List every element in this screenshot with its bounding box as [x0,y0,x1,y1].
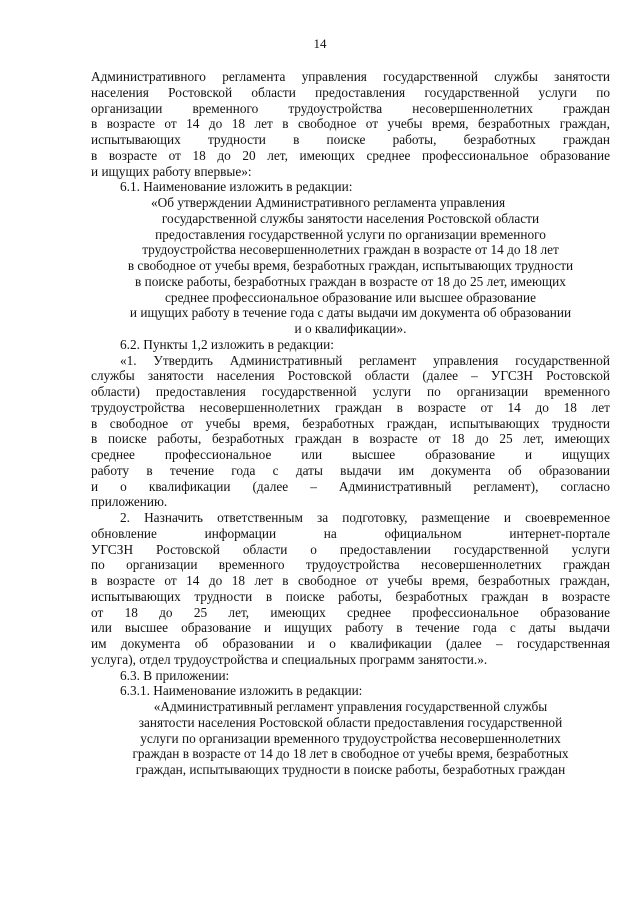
text-line: среднее профессиональное образование или высшее образование [165,289,536,305]
text-line: услуга), отдел трудоустройства и специальных программ занятости.». [91,651,488,667]
text-line: населения Ростовской области предоставления государственной услуги по [91,84,610,100]
text-line: испытывающих трудности в поиске работы, безработных граждан [91,132,610,147]
text-line: в возрасте от 14 до 18 лет в свободное от учебы время, безработных граждан, [91,573,610,588]
text-line: по организации временного трудоустройства несовершеннолетних граждан [91,557,610,573]
text-line: работу в течение года с даты выдачи им документа об образовании [91,462,610,478]
text-line: «Административный регламент управления государственной службы [153,699,548,714]
text-line: занятости населения Ростовской области предоставления государственной [138,714,563,730]
text-line: в свободное от учебы время, безработных граждан, испытывающих трудности [127,258,574,273]
text-line: УГСЗН Ростовской области о предоставлении государственной услуги [91,541,610,557]
text-line: организации временного трудоустройства несовершеннолетних граждан [91,100,610,116]
text-line: и ищущих работу в течение года с даты выдачи им документа об образовании [129,305,572,321]
text-line: 6.3.1. Наименование изложить в редакции: [120,683,363,699]
text-line: приложению. [91,494,168,510]
text-line: трудоустройства несовершеннолетних граждан в возрасте от 14 до 18 лет [142,242,559,258]
text-line: в свободное от учебы время, безработных граждан, испытывающих трудности [91,415,610,431]
text-line: «1. Утвердить Административный регламент управления государственной [120,352,610,368]
text-line: в поиске работы, безработных граждан в возрасте от 18 до 25 лет, имеющих [91,431,610,447]
document-body [91,69,610,778]
page-number: 14 [313,36,327,51]
text-line: и о квалификации». [294,321,407,336]
text-line: службы занятости населения Ростовской области (далее – УГСЗН Ростовской [91,368,610,384]
text-line: испытывающих трудности в поиске работы, безработных граждан в возрасте [91,588,610,604]
text-line: предоставления государственной услуги по организации временного [155,226,546,242]
text-line: от 18 до 25 лет, имеющих среднее профессиональное образование [91,604,610,620]
text-line: области) предоставления государственной услуги по организации временного [91,384,610,399]
text-line: или высшее образование и ищущих работу в течение года с даты выдачи [91,620,610,636]
text-line: в возрасте от 18 до 20 лет, имеющих среднее профессиональное образование [91,147,610,163]
text-line: 2. Назначить ответственным за подготовку, размещение и своевременное [120,510,610,525]
text-line: трудоустройства несовершеннолетних граждан в возрасте от 14 до 18 лет [91,399,610,415]
text-line: 6.1. Наименование изложить в редакции: [120,179,353,195]
text-line: «Об утверждении Административного регламента управления [151,195,506,210]
text-line: услуги по организации временного трудоустройства несовершеннолетних [140,730,561,746]
text-line: Административного регламента управления государственной службы занятости [91,69,610,84]
text-line: и о квалификации (далее – Административный регламент), согласно [91,478,610,494]
text-line: 6.3. В приложении: [120,667,230,683]
text-line: граждан в возрасте от 14 до 18 лет в свободное от учебы время, безработных [132,746,569,762]
text-line: и ищущих работу впервые»: [91,163,252,179]
text-line: им документа об образовании и о квалификации (далее – государственная [91,636,610,651]
text-line: среднее профессиональное или высшее образование и ищущих [91,447,610,462]
text-line: 6.2. Пункты 1,2 изложить в редакции: [120,336,334,352]
text-line: граждан, испытывающих трудности в поиске работы, безработных граждан [135,762,566,777]
text-line: государственной службы занятости населения Ростовской области [161,210,540,226]
text-line: в поиске работы, безработных граждан в возрасте от 18 до 25 лет, имеющих [135,273,566,289]
text-line: в возрасте от 14 до 18 лет в свободное от учебы время, безработных граждан, [91,116,610,132]
text-line: обновление информации на официальном интернет-портале [91,525,610,541]
